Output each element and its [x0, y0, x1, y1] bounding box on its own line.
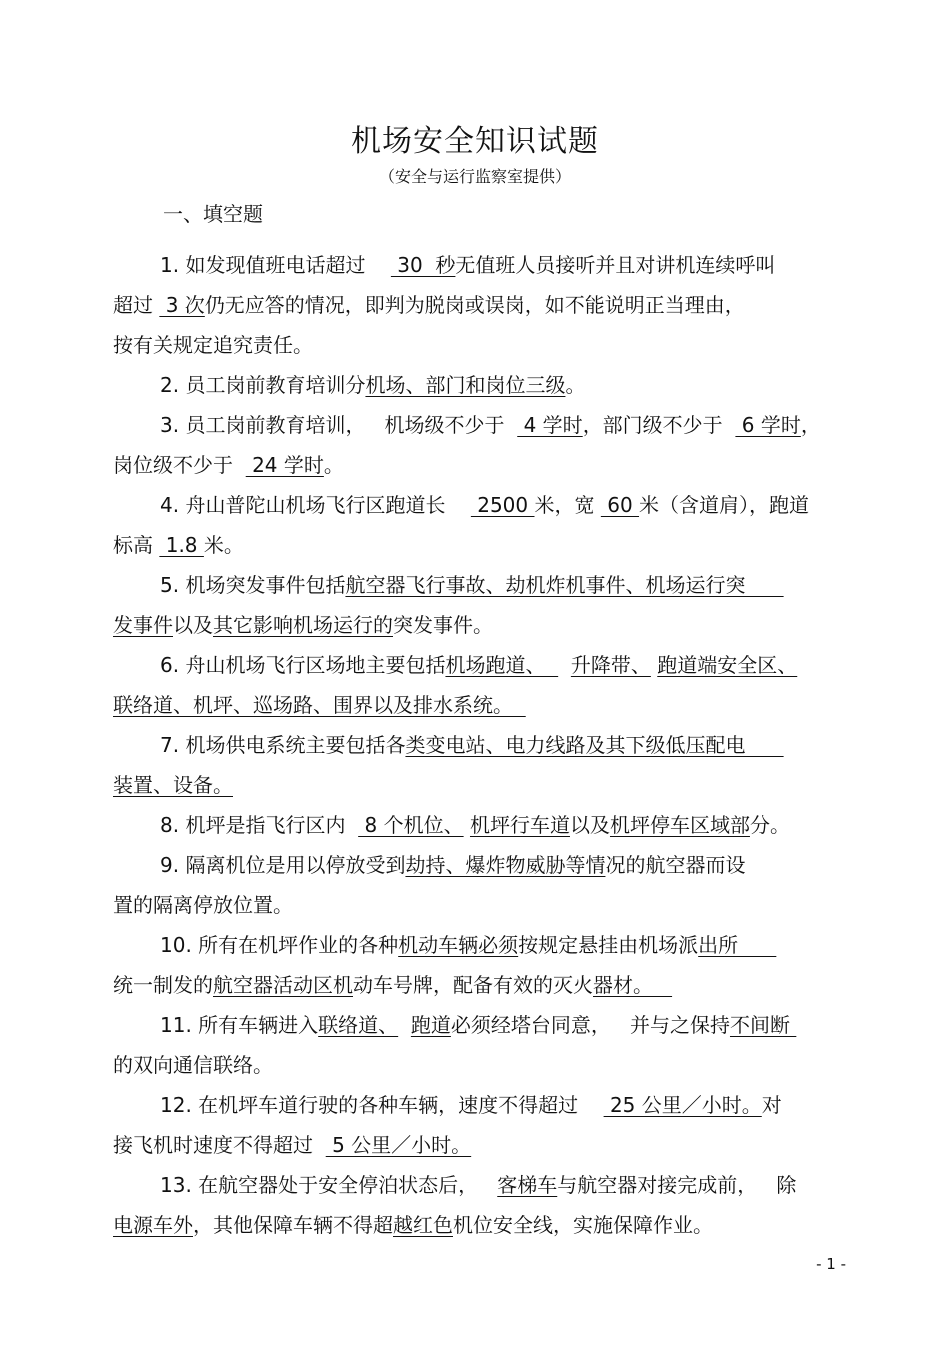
question-text: 接飞机时速度不得超过	[113, 1133, 326, 1157]
question-text: 11. 所有车辆进入	[160, 1013, 319, 1037]
question-text: 以及	[569, 813, 610, 837]
question-text: 况的航空器而设	[605, 853, 746, 877]
question-text: 3. 员工岗前教育培训， 机场级不少于	[160, 413, 518, 437]
text-line	[113, 450, 950, 480]
answer-blank: 5 公里／小时。	[325, 1133, 472, 1157]
question-text: 标高	[113, 533, 160, 557]
text-line	[113, 690, 950, 720]
answer-blank: 联络道、机坪、巡场路、围界以及排水系统。	[113, 693, 526, 717]
answer-blank: 劫持、爆炸物威胁等情	[405, 853, 606, 877]
answer-blank: 机坪停车区域部	[609, 813, 750, 837]
text-line	[113, 290, 950, 320]
question-text: 岗位级不少于	[113, 453, 246, 477]
question-text: ，	[800, 413, 821, 437]
answer-blank: 60	[600, 493, 640, 517]
text-line	[160, 370, 950, 400]
answer-blank: 不间断	[729, 1013, 797, 1037]
question-text: 米。	[203, 533, 244, 557]
answer-blank: 装置、设备。	[113, 773, 233, 797]
answer-blank: 6 学时	[735, 413, 801, 437]
text-line	[113, 970, 950, 1000]
text-line	[160, 930, 950, 960]
answer-blank: 电源车外	[113, 1213, 193, 1237]
text-line	[113, 1130, 950, 1160]
text-line	[113, 530, 950, 560]
question-text: 。	[565, 373, 586, 397]
text-line	[160, 730, 950, 760]
text-line	[160, 1090, 950, 1120]
answer-blank: 跑道端安全区、	[657, 653, 798, 677]
text-line	[160, 810, 950, 840]
question-text: ，部门级不少于	[582, 413, 736, 437]
question-text	[558, 653, 571, 677]
answer-blank: 出所	[698, 933, 777, 957]
answer-blank: 发事件	[113, 613, 173, 637]
text-line	[113, 610, 950, 640]
text-line	[113, 770, 950, 800]
question-text: 6. 舟山机场飞行区场地主要包括	[160, 653, 446, 677]
question-text: 必须经塔台同意， 并与之保持	[450, 1013, 730, 1037]
text-line	[160, 1170, 950, 1200]
text-line	[160, 850, 950, 880]
question-text: 13. 在航空器处于安全停泊状态后，	[160, 1173, 498, 1197]
question-text: 按有关规定追究责任。	[113, 333, 313, 357]
question-text: 1. 如发现值班电话超过	[160, 253, 366, 277]
question-text: 按规定悬挂由机场派	[518, 933, 699, 957]
answer-blank: 机场跑道、	[445, 653, 559, 677]
question-text: 米（含道肩），跑道	[639, 493, 810, 517]
page-subtitle: （安全与运行监察室提供）	[378, 167, 571, 186]
answer-blank: 越红色	[393, 1213, 453, 1237]
question-text: 仍无应答的情况，即判为脱岗或误岗，如不能说明正当理由，	[204, 293, 745, 317]
answer-blank: 1.8	[159, 533, 204, 557]
answer-blank: 4 学时	[517, 413, 583, 437]
question-text: 超过	[113, 293, 160, 317]
question-text: 10. 所有在机坪作业的各种	[160, 933, 399, 957]
answer-blank: 跑道	[410, 1013, 451, 1037]
question-text: 突发事件。	[393, 613, 493, 637]
question-text: ，其他保障车辆不得超	[193, 1213, 393, 1237]
answer-blank: 2500	[470, 493, 535, 517]
text-line	[160, 490, 950, 520]
text-line	[113, 1050, 950, 1080]
page-title: 机场安全知识试题	[351, 124, 599, 159]
answer-blank: 机动车辆必须	[398, 933, 519, 957]
question-text: 12. 在机坪车道行驶的各种车辆，速度不得超过	[160, 1093, 604, 1117]
question-text: 与航空器对接完成前， 除	[557, 1173, 797, 1197]
question-text	[398, 1013, 411, 1037]
text-line	[113, 890, 950, 920]
section-heading: 一、填空题	[163, 202, 263, 226]
question-text: 无值班人员接听并且对讲机连续呼叫	[455, 253, 776, 277]
question-text: 4. 舟山普陀山机场飞行区跑道长	[160, 493, 471, 517]
question-text: 动车号牌，配备有效的灭火	[353, 973, 593, 997]
answer-blank: 类变电站、电力线路及其下级低压配电	[405, 733, 784, 757]
question-text: 机位安全线，实施保障作业。	[453, 1213, 713, 1237]
text-line	[160, 250, 950, 280]
text-line	[160, 410, 950, 440]
question-text: 5. 机场突发事件包括	[160, 573, 346, 597]
answer-blank: 其它影响机场运行的	[213, 613, 393, 637]
question-text: 的双向通信联络。	[113, 1053, 273, 1077]
question-text: 2. 员工岗前教育培训分	[160, 373, 366, 397]
answer-blank: 机坪行车道	[469, 813, 570, 837]
text-line	[113, 1210, 950, 1240]
answer-blank: 联络道、	[318, 1013, 399, 1037]
answer-blank: 机场、部门和岗位三级	[365, 373, 566, 397]
question-text: 分。	[749, 813, 790, 837]
text-line	[160, 1010, 950, 1040]
answer-blank: 8 个机位、	[358, 813, 464, 837]
answer-blank: 航空器飞行事故、劫机炸机事件、机场运行突	[345, 573, 784, 597]
text-line	[160, 650, 950, 680]
text-line	[160, 570, 950, 600]
answer-blank: 升降带、	[570, 653, 651, 677]
answer-blank: 航空器活动区机	[213, 973, 353, 997]
answer-blank: 3 次	[159, 293, 205, 317]
question-text: 8. 机坪是指飞行区内	[160, 813, 359, 837]
answer-blank: 25 公里／小时。	[603, 1093, 762, 1117]
answer-blank: 客梯车	[497, 1173, 558, 1197]
text-line	[113, 330, 950, 360]
question-text: 9. 隔离机位是用以停放受到	[160, 853, 406, 877]
answer-blank: 24 学时	[245, 453, 324, 477]
question-text: 7. 机场供电系统主要包括各	[160, 733, 406, 757]
question-text: 。	[323, 453, 344, 477]
question-text	[365, 253, 390, 277]
answer-blank: 30 秒	[390, 253, 456, 277]
answer-blank: 器材。	[593, 973, 673, 997]
question-text: 对	[761, 1093, 782, 1117]
question-text: 置的隔离停放位置。	[113, 893, 293, 917]
question-text: 以及	[173, 613, 213, 637]
page-number: - 1 -	[816, 1255, 846, 1273]
question-text: 米，宽	[534, 493, 601, 517]
question-text: 统一制发的	[113, 973, 213, 997]
